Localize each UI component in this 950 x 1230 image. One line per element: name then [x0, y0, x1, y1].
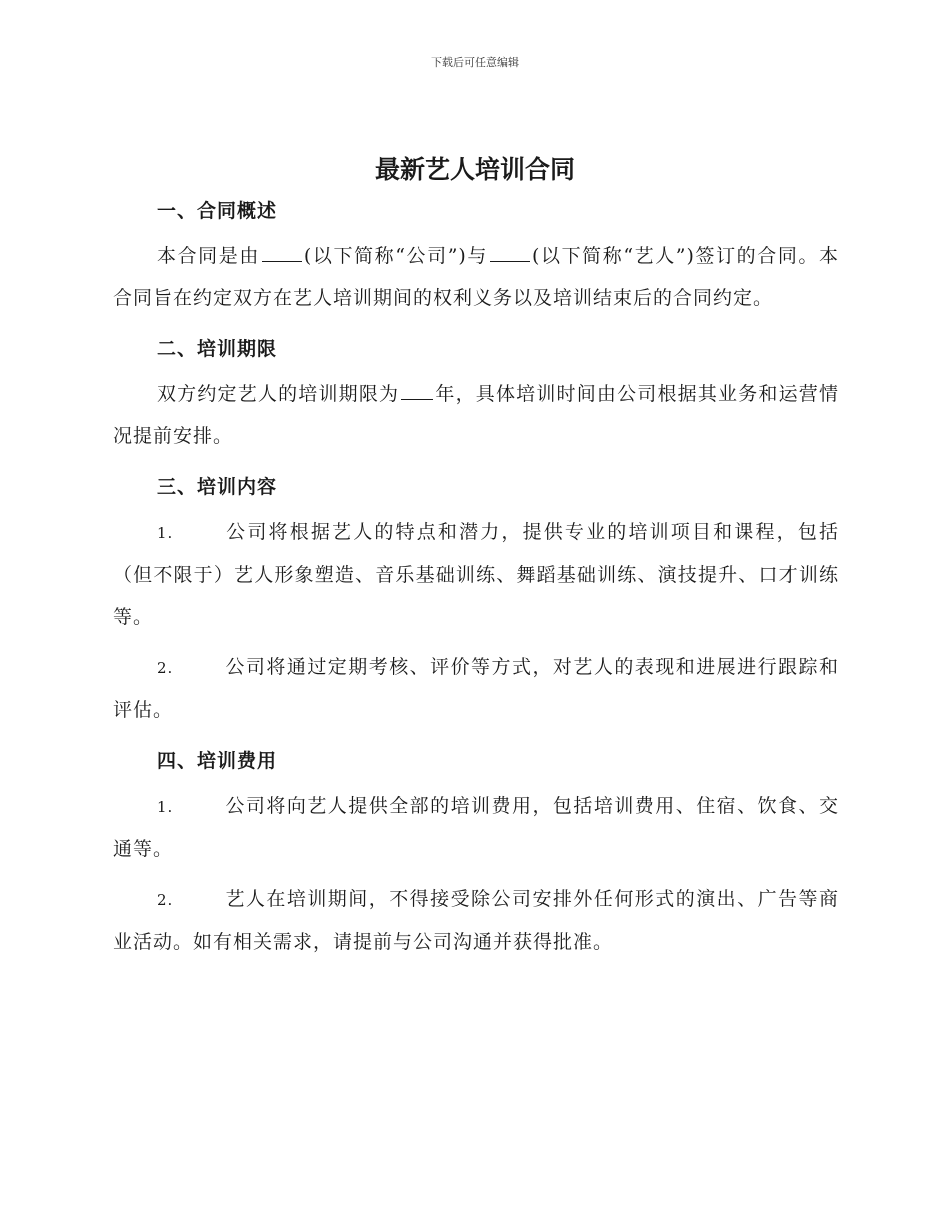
- section-heading-fees: 四、培训费用: [157, 750, 278, 772]
- fill-blank-company[interactable]: [262, 247, 302, 262]
- header-note: 下载后可任意编辑: [431, 56, 519, 69]
- list-item: [113, 785, 839, 870]
- section-heading-overview: 一、合同概述: [157, 200, 278, 222]
- item-number: 1.: [157, 798, 174, 816]
- list-item: [113, 511, 839, 638]
- list-item: [113, 646, 839, 731]
- section-heading-term: 二、培训期限: [157, 338, 278, 360]
- item-number: 2.: [157, 891, 174, 909]
- section-paragraph-overview: [113, 235, 839, 319]
- item-text: 公司将根据艺人的特点和潜力，提供专业的培训项目和课程，包括（但不限于）艺人形象塑造、音乐基础训练、舞蹈基础训练、演技提升、口才训练等。: [113, 521, 839, 628]
- text-run: 双方约定艺人的培训期限为: [157, 383, 400, 405]
- text-run: 本合同是由: [157, 245, 260, 267]
- document-body: [113, 195, 839, 963]
- document-title: 最新艺人培训合同: [374, 155, 575, 184]
- text-run: (以下简称“艺人”)签订的合同。本合同旨在约定双方在艺人培训期间的权利义务以及培训结束后的合同约定。: [113, 245, 839, 309]
- item-text: 艺人在培训期间，不得接受除公司安排外任何形式的演出、广告等商业活动。如有相关需求，请提前与公司沟通并获得批准。: [113, 888, 839, 953]
- text-run: (以下简称“公司”)与: [303, 245, 488, 267]
- list-item: [113, 878, 839, 963]
- item-text: 公司将通过定期考核、评价等方式，对艺人的表现和进展进行跟踪和评估。: [113, 656, 839, 721]
- item-number: 2.: [157, 659, 174, 677]
- section-paragraph-term: [113, 373, 839, 457]
- item-text: 公司将向艺人提供全部的培训费用，包括培训费用、住宿、饮食、交通等。: [113, 795, 839, 860]
- item-number: 1.: [157, 524, 174, 542]
- fill-blank-artist[interactable]: [490, 247, 530, 262]
- text-run: 年，具体培训时间由公司根据其业务和运营情况提前安排。: [113, 383, 839, 447]
- section-heading-content: 三、培训内容: [157, 476, 278, 498]
- fill-blank-years[interactable]: [401, 385, 433, 400]
